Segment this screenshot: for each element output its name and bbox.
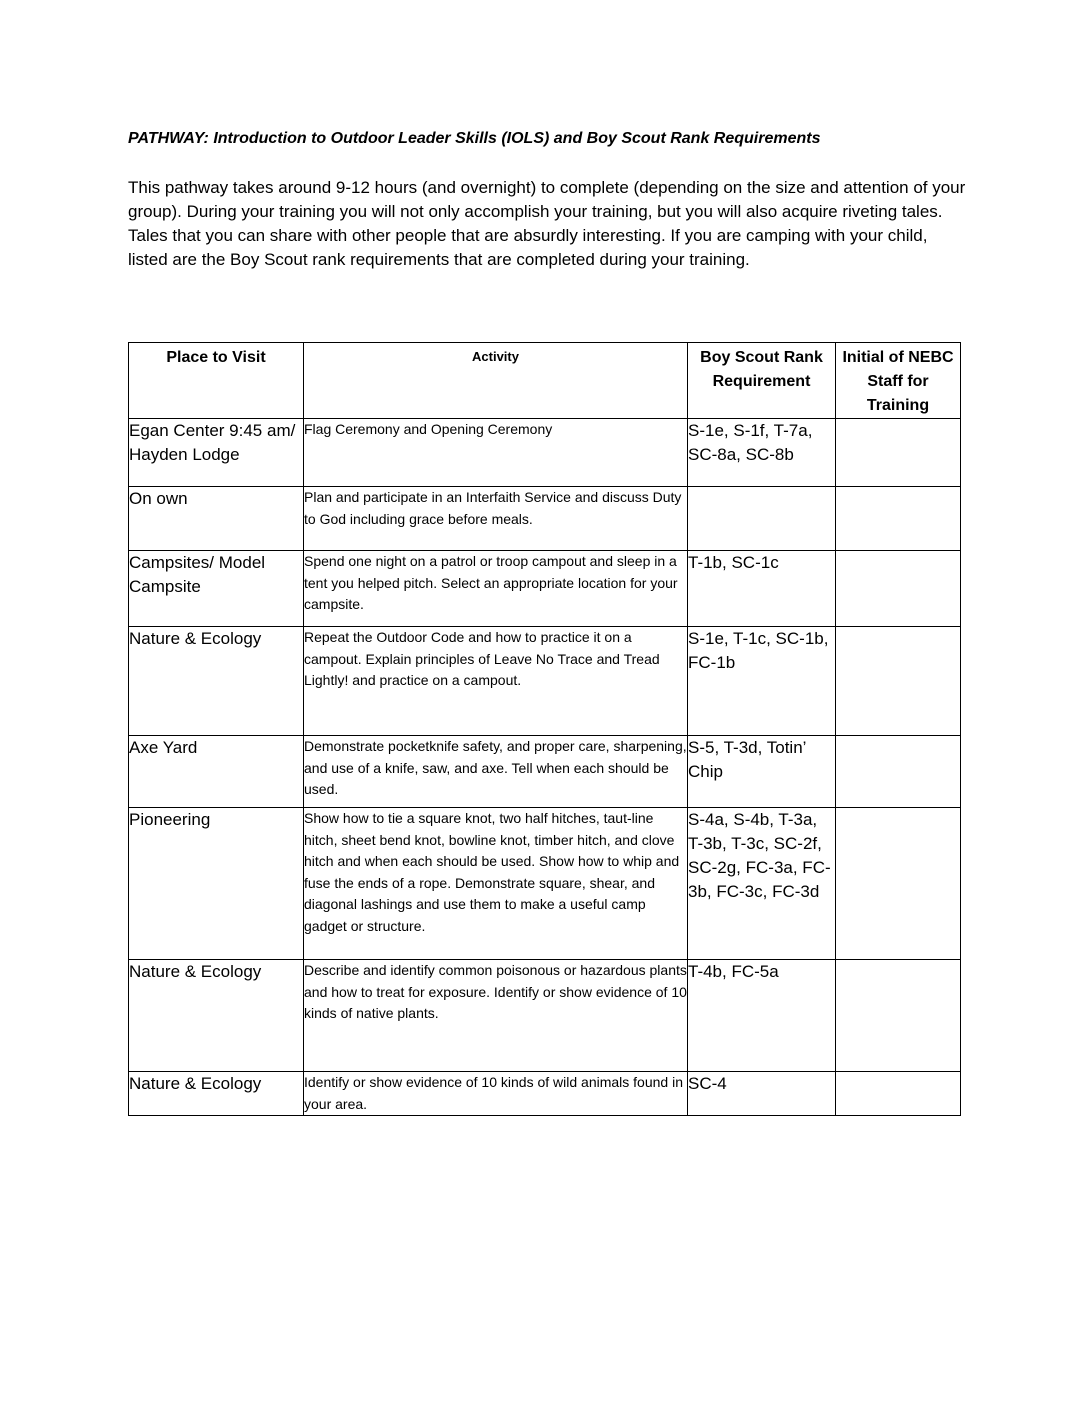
intro-paragraph: This pathway takes around 9-12 hours (and overnight) to complete (depending on the size and attention of your group). During your training you will not only accomplish your training, but you will also acquire riveting tales. Tales that you can share with other people that are absurdly interesting. If you are camping with your child, listed are the Boy Scout rank requirements that are completed during your training. <box>128 178 966 269</box>
initial-cell[interactable] <box>836 551 961 627</box>
table-header-row <box>129 343 961 419</box>
rank-cell <box>688 487 836 551</box>
table-row <box>129 487 961 551</box>
place-cell: Nature & Ecology <box>129 1072 304 1116</box>
initial-cell[interactable] <box>836 736 961 808</box>
document-title: PATHWAY: Introduction to Outdoor Leader Skills (IOLS) and Boy Scout Rank Requirements <box>128 130 821 147</box>
initial-cell[interactable] <box>836 1072 961 1116</box>
activity-cell: Repeat the Outdoor Code and how to practice it on a campout. Explain principles of Leave No Trace and Tread Lightly! and practice on a campout. <box>304 627 688 736</box>
header-rank: Boy Scout Rank Requirement <box>688 343 836 419</box>
table-row <box>129 551 961 627</box>
rank-cell: S-4a, S-4b, T-3a, T-3b, T-3c, SC-2f, SC-2g, FC-3a, FC-3b, FC-3c, FC-3d <box>688 808 836 960</box>
place-cell: Campsites/ Model Campsite <box>129 551 304 627</box>
requirements-table <box>128 342 961 1116</box>
initial-cell[interactable] <box>836 627 961 736</box>
place-cell: On own <box>129 487 304 551</box>
place-cell: Nature & Ecology <box>129 960 304 1072</box>
initial-cell[interactable] <box>836 487 961 551</box>
rank-cell: SC-4 <box>688 1072 836 1116</box>
rank-cell: T-1b, SC-1c <box>688 551 836 627</box>
activity-cell: Show how to tie a square knot, two half hitches, taut-line hitch, sheet bend knot, bowline knot, timber hitch, and clove hitch and when each should be used. Show how to whip and fuse the ends of a rope. Demonstrate square, shear, and diagonal lashings and use them to make a useful camp gadget or structure. <box>304 808 688 960</box>
rank-cell: S-1e, T-1c, SC-1b, FC-1b <box>688 627 836 736</box>
activity-cell: Describe and identify common poisonous or hazardous plants and how to treat for exposure. Identify or show evidence of 10 kinds of native plants. <box>304 960 688 1072</box>
place-cell: Egan Center 9:45 am/ Hayden Lodge <box>129 419 304 487</box>
initial-cell[interactable] <box>836 808 961 960</box>
rank-cell: S-5, T-3d, Totin’ Chip <box>688 736 836 808</box>
header-activity: Activity <box>304 343 688 419</box>
header-place: Place to Visit <box>129 343 304 419</box>
activity-cell: Spend one night on a patrol or troop campout and sleep in a tent you helped pitch. Select an appropriate location for your campsite. <box>304 551 688 627</box>
activity-cell: Identify or show evidence of 10 kinds of wild animals found in your area. <box>304 1072 688 1116</box>
header-initial: Initial of NEBC Staff for Training <box>836 343 961 419</box>
activity-cell: Demonstrate pocketknife safety, and proper care, sharpening, and use of a knife, saw, and axe. Tell when each should be used. <box>304 736 688 808</box>
rank-cell: T-4b, FC-5a <box>688 960 836 1072</box>
table-row <box>129 960 961 1072</box>
table-row <box>129 808 961 960</box>
place-cell: Nature & Ecology <box>129 627 304 736</box>
table-row <box>129 736 961 808</box>
table-row <box>129 419 961 487</box>
activity-cell: Flag Ceremony and Opening Ceremony <box>304 419 688 487</box>
rank-cell: S-1e, S-1f, T-7a, SC-8a, SC-8b <box>688 419 836 487</box>
activity-cell: Plan and participate in an Interfaith Service and discuss Duty to God including grace before meals. <box>304 487 688 551</box>
place-cell: Pioneering <box>129 808 304 960</box>
initial-cell[interactable] <box>836 419 961 487</box>
table-row <box>129 627 961 736</box>
initial-cell[interactable] <box>836 960 961 1072</box>
place-cell: Axe Yard <box>129 736 304 808</box>
table-row <box>129 1072 961 1116</box>
